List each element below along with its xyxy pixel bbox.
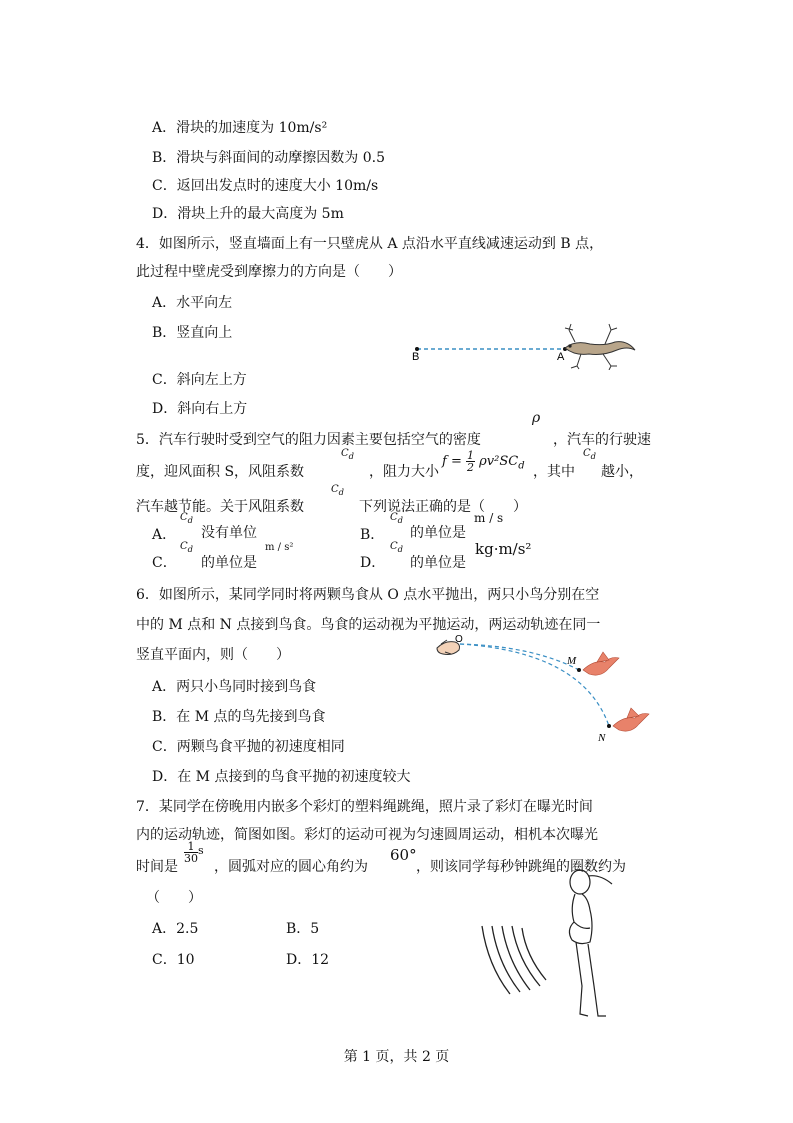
q6-line2: 中的 M 点和 N 点接到鸟食。鸟食的运动视为平抛运动，两运动轨迹在同一 — [136, 617, 601, 633]
option-text: 返回出发点时的速度大小 10m/s — [176, 178, 379, 194]
option-text: 的单位是 — [201, 555, 257, 571]
point-n-dot — [607, 724, 611, 728]
cd-symbol: $C_d$ — [390, 512, 403, 525]
q6-line3: 竖直平面内，则（ ） — [136, 647, 290, 663]
q7-line3-c: ，则该同学每秒钟跳绳的圈数约为 — [416, 859, 626, 875]
point-o-label: O — [455, 634, 463, 645]
option-label: D． — [152, 206, 178, 222]
q6-option-b: B．在 M 点的鸟先接到鸟食 — [152, 709, 326, 725]
q5-line2-b: ，阻力大小 — [369, 464, 439, 480]
unit-text: m / s — [474, 511, 504, 525]
q5-line1-end: ，汽车的行驶速 — [553, 432, 651, 448]
projectile-figure — [433, 630, 653, 745]
q5-option-b: B． — [360, 527, 385, 543]
q4-stem-line2: 此过程中壁虎受到摩擦力的方向是（ ） — [136, 264, 402, 280]
q7-option-b: B．5 — [286, 921, 320, 937]
bird-icon — [613, 708, 649, 731]
trajectory-n — [460, 644, 609, 726]
q7-line1: 7．某同学在傍晚用内嵌多个彩灯的塑料绳跳绳，照片录了彩灯在曝光时间 — [136, 799, 593, 815]
q5-line3-a: 汽车越节能。关于风阻系数 — [136, 499, 304, 515]
q4-option-b: B．竖直向上 — [152, 325, 233, 341]
q5-line1: 5．汽车行驶时受到空气的阻力因素主要包括空气的密度 — [136, 432, 481, 448]
option-text: 滑块上升的最大高度为 5m — [177, 206, 344, 222]
q7-line4: （ ） — [146, 890, 202, 906]
cd-symbol: $C_d$ — [180, 512, 193, 525]
point-b-label: B — [412, 351, 420, 363]
rho-symbol: ρ — [532, 410, 541, 426]
girl-figure-icon — [569, 870, 612, 1016]
point-n-label: N — [598, 732, 606, 744]
option-text: 的单位是 — [410, 555, 466, 571]
q4-option-d: D．斜向右上方 — [152, 401, 248, 417]
q3-option-d — [152, 204, 344, 224]
point-m-dot — [577, 668, 581, 672]
option-label: A． — [152, 120, 177, 136]
exposure-fraction: $\frac{1}{30}$ $^s$ — [184, 840, 204, 865]
light-trail-arcs — [482, 926, 546, 994]
cd-symbol: $C_d$ — [341, 448, 354, 461]
q7-line3-b: ，圆弧对应的圆心角约为 — [214, 859, 368, 875]
q7-option-a: A．2.5 — [152, 921, 199, 937]
angle-value: 60° — [390, 846, 417, 864]
gecko-figure — [405, 322, 645, 370]
cd-symbol: $C_d$ — [583, 448, 596, 461]
q6-line1: 6．如图所示，某同学同时将两颗鸟食从 O 点水平抛出，两只小鸟分别在空 — [136, 587, 600, 603]
q6-option-d: D．在 M 点接到的鸟食平抛的初速度较大 — [152, 769, 411, 785]
option-text: 的单位是 — [410, 525, 466, 541]
q7-option-d: D．12 — [286, 952, 330, 968]
point-m-label: M — [567, 655, 577, 667]
q4-option-a: A．水平向左 — [152, 295, 233, 311]
q5-line2: 度，迎风面积 S，风阻系数 — [136, 464, 305, 480]
cd-symbol: $C_d$ — [390, 541, 403, 554]
q6-option-c: C．两颗鸟食平抛的初速度相同 — [152, 739, 345, 755]
option-label: B． — [152, 150, 177, 166]
q4-option-c: C．斜向左上方 — [152, 372, 247, 388]
page-footer: 第 1 页，共 2 页 — [343, 1049, 450, 1065]
cd-symbol: $C_d$ — [331, 484, 344, 497]
q3-option-a — [152, 118, 327, 138]
option-text: 没有单位 — [201, 525, 257, 541]
q3-option-c — [152, 176, 378, 196]
jump-rope-figure — [470, 866, 640, 1026]
q5-option-d: D． — [360, 555, 386, 571]
q6-option-a: A．两只小鸟同时接到鸟食 — [152, 679, 317, 695]
q3-option-b — [152, 148, 385, 168]
q5-option-a: A． — [152, 527, 177, 543]
q7-option-c: C．10 — [152, 952, 195, 968]
q5-line3-b: 下列说法正确的是（ ） — [359, 499, 527, 515]
option-label: C． — [152, 178, 177, 194]
trajectory-m — [460, 644, 579, 670]
q5-line2-c: ，其中 — [533, 464, 575, 480]
option-text: 滑块的加速度为 10m/s² — [176, 120, 328, 136]
q4-stem-line1: 4．如图所示，竖直墙面上有一只壁虎从 A 点沿水平直线减速运动到 B 点， — [136, 236, 604, 252]
point-a-label: A — [557, 351, 565, 363]
bird-icon — [583, 652, 619, 675]
gecko-icon — [565, 324, 635, 370]
q5-option-c: C． — [152, 555, 177, 571]
fraction-half: $\frac{1}{2}$ — [466, 449, 474, 474]
drag-formula: f = $\frac{1}{2}$ $\rho v^2SC_d$ — [442, 449, 525, 474]
q5-line2-d: 越小， — [601, 464, 643, 480]
q7-line2: 内的运动轨迹，简图如图。彩灯的运动可视为匀速圆周运动，相机本次曝光 — [136, 827, 598, 843]
unit-text: m / s² — [265, 542, 294, 553]
option-text: 滑块与斜面间的动摩擦因数为 0.5 — [176, 150, 386, 166]
unit-text: kg·m/s² — [475, 540, 532, 558]
q7-line3-a: 时间是 — [136, 859, 178, 875]
cd-symbol: $C_d$ — [180, 541, 193, 554]
